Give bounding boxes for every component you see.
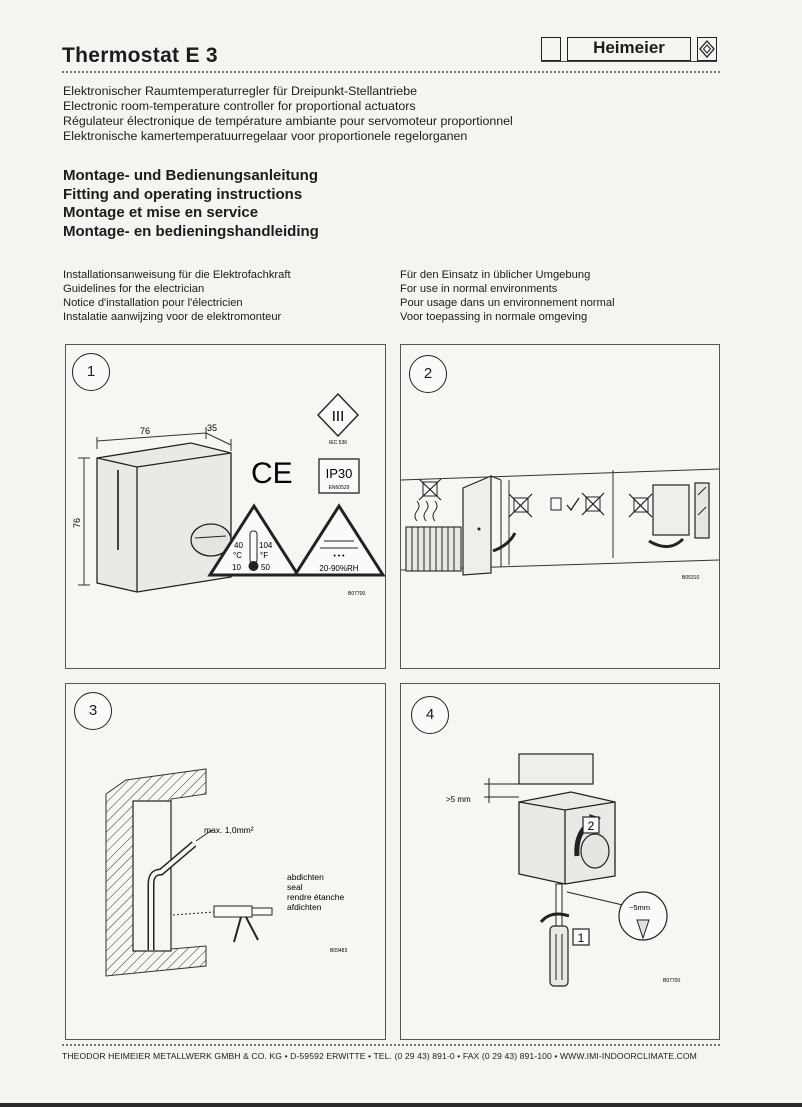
wall-ceiling-edge — [519, 754, 593, 784]
iec-label: IEC 536 — [328, 440, 348, 446]
wire-size-label: max. 1,0mm² — [204, 825, 254, 835]
panel-3-drawing — [66, 684, 385, 1039]
temp-c-high: 40 — [234, 541, 243, 550]
wrong-position-icon — [629, 494, 652, 517]
step-1-label: 1 — [577, 931, 585, 945]
draught-arrow-icon — [649, 539, 683, 547]
dim-width: 76 — [140, 426, 151, 436]
panel-2-drawing — [401, 345, 719, 668]
guideline-right-nl: Voor toepassing in normale omgeving — [400, 311, 588, 323]
dim-depth: 35 — [207, 423, 218, 433]
humidity-range: 20-90%RH — [319, 564, 359, 573]
panel-4-drawing — [401, 684, 719, 1039]
logo-underline — [541, 61, 717, 62]
door-icon — [463, 476, 501, 575]
panel-2-location — [400, 344, 720, 669]
brand-name: Heimeier — [593, 38, 665, 57]
panel-2-code: B05310 — [682, 575, 700, 581]
rotate-arrow-icon — [541, 914, 569, 922]
heading-de: Montage- und Bedienungsanleitung — [63, 167, 318, 184]
environment-guidelines — [400, 268, 615, 324]
temp-f-low: 50 — [261, 563, 270, 572]
guideline-left-en: Guidelines for the electrician — [63, 283, 205, 295]
unit-celsius: °C — [233, 551, 242, 560]
correct-thermostat-icon — [551, 498, 561, 510]
panel-1-drawing — [66, 345, 385, 668]
panel-4-code: B07700 — [663, 978, 681, 984]
panel-3-wiring — [65, 683, 386, 1040]
humidity-dots-icon: • • • — [333, 553, 345, 560]
en-standard: EN60529 — [328, 485, 350, 491]
ip-rating: IP30 — [325, 466, 353, 481]
check-icon — [567, 498, 579, 510]
subtitle-nl: Elektronische kamertemperatuurregelaar voor proportionele regelorganen — [63, 129, 468, 143]
footer-rule — [62, 1044, 720, 1046]
seal-label-de: abdichten — [287, 872, 324, 882]
guideline-right-en: For use in normal environments — [400, 283, 558, 295]
ce-mark: CE — [251, 457, 293, 490]
wrong-position-icon — [509, 494, 532, 517]
guideline-left-de: Installationsanweisung für die Elektrofachkraft — [63, 269, 291, 281]
step-number-1: 1 — [72, 353, 110, 391]
step-2-label: 2 — [587, 819, 595, 833]
screwdriver-icon — [550, 884, 568, 986]
subtitle-fr: Régulateur électronique de température ambiante pour servomoteur proportionnel — [63, 114, 513, 128]
diamond-icon — [698, 38, 716, 60]
guideline-right-de: Für den Einsatz in üblicher Umgebung — [400, 269, 591, 281]
seal-label-nl: afdichten — [287, 902, 322, 912]
seal-label-fr: rendre étanche — [287, 892, 345, 902]
heading-en: Fitting and operating instructions — [63, 185, 303, 203]
wrong-position-icon — [582, 493, 604, 515]
page-bottom-edge — [0, 1103, 802, 1107]
header-rule — [62, 71, 720, 73]
guideline-left-nl: Instalatie aanwijzing voor de elektromonteur — [63, 311, 282, 323]
clearance-label: >5 mm — [446, 795, 471, 804]
panel-1-code: B07700 — [348, 591, 366, 597]
thermostat-box — [97, 443, 231, 592]
dim-height: 76 — [72, 517, 82, 528]
guideline-left-fr: Notice d'installation pour l'électricien — [63, 297, 243, 309]
page-title: Thermostat E 3 — [62, 44, 218, 67]
class-iii-icon — [318, 394, 358, 436]
window-icon — [653, 483, 709, 538]
electrician-guidelines — [63, 268, 291, 324]
subtitle-en: Electronic room-temperature controller for proportional actuators — [63, 99, 416, 113]
blade-width-label: ~5mm — [629, 903, 651, 912]
caulking-gun-icon — [173, 906, 272, 942]
step-number-4: 4 — [411, 696, 449, 734]
subtitle-block — [63, 84, 513, 144]
panel-4-opening — [400, 683, 720, 1040]
panel-1-dimensions — [65, 344, 386, 669]
instructions-headings — [63, 167, 319, 241]
radiator-icon — [406, 501, 461, 571]
guideline-right-fr: Pour usage dans un environnement normal — [400, 297, 615, 309]
heading-fr: Montage et mise en service — [63, 204, 259, 221]
airflow-arrow-icon — [493, 533, 515, 551]
humidity-range-icon — [295, 506, 383, 575]
wrong-position-icon — [419, 479, 441, 500]
subtitle-de: Elektronischer Raumtemperaturregler für Dreipunkt-Stellantriebe — [63, 84, 417, 98]
temp-f-high: 104 — [259, 541, 273, 550]
class-mark: III — [331, 408, 345, 425]
thermostat-housing — [519, 792, 615, 884]
company-footer: THEODOR HEIMEIER METALLWERK GMBH & CO. KG • D-59592 ERWITTE • TEL. (0 29 43) 891-0 • FAX (0 29 43) 891-100 • WWW.IMI-INDOORCLIMATE.COM — [62, 1051, 697, 1061]
logo-diamond-box — [697, 37, 717, 61]
heading-nl: Montage- en bedieningshandleiding — [63, 222, 319, 240]
seal-label-en: seal — [287, 882, 303, 892]
unit-fahrenheit: °F — [260, 551, 269, 560]
panel-3-code: B09483 — [330, 948, 348, 954]
step-number-3: 3 — [74, 692, 112, 730]
logo-left-box — [541, 37, 561, 61]
temp-c-low: 10 — [232, 563, 241, 572]
step-number-2: 2 — [409, 355, 447, 393]
brand-logo — [541, 37, 719, 63]
